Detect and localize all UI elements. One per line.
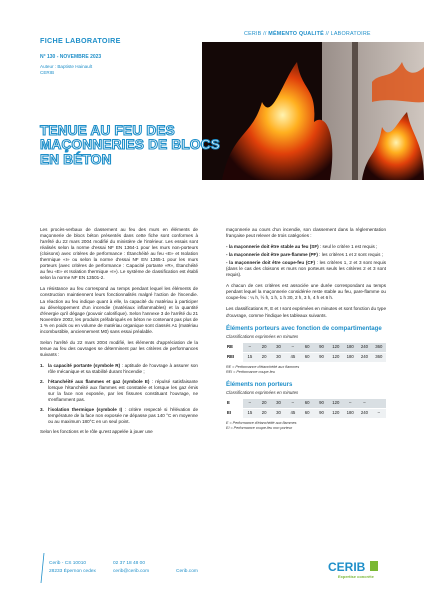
top-tag	[244, 31, 371, 37]
table-cell: 60	[300, 399, 314, 409]
paragraph-continue: Selon les fonctions et le rôle qu'est appelée à jouer une	[40, 429, 153, 435]
table-non-porteurs	[226, 399, 386, 419]
table-cell: 240	[357, 352, 371, 362]
category-item	[226, 244, 386, 250]
item-number: 3.	[40, 407, 44, 413]
table-note	[226, 365, 386, 375]
table-cell: E	[226, 399, 243, 409]
table-cell: –	[357, 399, 371, 409]
note-line: RE = Performance d'étanchéité aux flammes	[226, 364, 300, 369]
category-text: : les critères 1, 2 et 3 sont requis (dans le cas des cloisons et murs non porteurs seuls les critères 2 et 3 sont requis).	[226, 260, 386, 278]
item-body	[48, 407, 198, 425]
category-list	[226, 244, 386, 278]
table-cell: –	[286, 399, 300, 409]
table-cell: 60	[300, 343, 314, 353]
paragraph-durations: A chacun de ces critères est associée une durée correspondant au temps pendant lequel la maçonnerie considérée reste stable au feu, pare-flamme ou coupe-feu : ¼ h, ½ h, 1 h, 1 h 30, 2 h, 3 h, 4 h et 6 h.	[226, 283, 386, 301]
item-bold: la capacité portante (symbole R)	[48, 362, 121, 368]
footer-email[interactable]: cerib@cerib.com	[113, 569, 150, 574]
cerib-logo	[324, 557, 384, 581]
table-cell: 120	[329, 408, 343, 418]
table-row	[226, 343, 386, 353]
table-cell: 120	[329, 399, 343, 409]
item-bold: l'isolation thermique (symbole I)	[48, 407, 123, 413]
fiche-number: N° 130 - NOVEMBRE 2023	[40, 54, 102, 60]
table-cell: 90	[314, 399, 328, 409]
table-cell: 15	[243, 352, 257, 362]
page-title	[40, 124, 220, 167]
column-left	[40, 227, 198, 440]
note-line: EI = Performance coupe-feu non porteur	[226, 425, 293, 430]
table-note	[226, 421, 386, 431]
header-left	[40, 36, 190, 76]
logo-text: CERIB	[328, 560, 366, 574]
item-bold: l'étanchéité aux flammes et gaz (symbole E)	[48, 379, 150, 385]
table-cell: 15	[243, 408, 257, 418]
footer-website[interactable]: Cerib.com	[176, 569, 198, 574]
hero-fire-image	[202, 42, 424, 180]
section-title-porteurs: Éléments porteurs avec fonction de compartimentage	[226, 324, 382, 332]
table-cell: EI	[226, 408, 243, 418]
category-item	[226, 260, 386, 278]
note-line: REI = Performance coupe-feu	[226, 369, 275, 374]
criteria-item	[40, 379, 198, 403]
category-item	[226, 252, 386, 258]
table-cell: 30	[271, 399, 285, 409]
top-tag-prefix: CERIB //	[244, 31, 269, 37]
table-cell: 45	[286, 408, 300, 418]
table-cell: 20	[257, 343, 271, 353]
paragraph-categories: maçonnerie au cours d'un incendie, son classement dans la réglementation française peut relever de trois catégories :	[226, 227, 386, 239]
category-text: : seul le critère 1 est requis ;	[318, 244, 378, 250]
criteria-item	[40, 363, 198, 375]
table-cell: 120	[329, 352, 343, 362]
top-tag-bold: MÉMENTO QUALITÉ	[268, 31, 324, 37]
table-cell: –	[372, 408, 386, 418]
table-cell: RE	[226, 343, 243, 353]
table-cell: 180	[343, 408, 357, 418]
paragraph-intro: Les procès-verbaux de classement au feu des murs en éléments de maçonnerie de blocs béton présentés dans cette fiche sont conformes à l'arrêté du 22 mars 2004 modifié du ministère de l'intérieur. Les essais sont réalisés selon la norme d'essai NF EN 1364-1 pour les murs non-porteurs (cloisons) avec critères de performance : Étanchéité au feu «E» et Isolation thermique «I» ou selon la norme d'essai NF EN 1365-1 pour les murs porteurs (avec critères de performance : Capacité portante «R», Étanchéité au feu «E» et Isolation thermique «I»). Le système de classification est établi selon la norme NF EN 13501-2.	[40, 227, 198, 281]
table-row	[226, 352, 386, 362]
section-title-non-porteurs: Éléments non porteurs	[226, 380, 293, 388]
item-body	[48, 379, 198, 403]
table-cell: 20	[257, 399, 271, 409]
item-text: : répulsé satisfaisante lorsque l'étanchéité aux flammes est constatée et lorsque les gaz émis sur la face non exposée, par les fissures constituant l'ouvrage, ne s'enflamment pas.	[48, 379, 198, 403]
table-cell: 90	[314, 408, 328, 418]
author-org: CERIB	[40, 70, 55, 75]
title-line-2: MAÇONNERIES DE BLOCS	[40, 137, 220, 153]
table-cell: –	[243, 343, 257, 353]
note-line: E = Performance d'étanchéité aux flammes	[226, 420, 297, 425]
item-number: 2.	[40, 379, 44, 385]
table-cell: 240	[357, 408, 371, 418]
category-text: : les critères 1 et 2 sont requis ;	[317, 252, 384, 258]
criteria-item	[40, 407, 198, 425]
table-cell: 30	[271, 408, 285, 418]
category-bold: - la maçonnerie doit être stable au feu (SF)	[226, 244, 319, 250]
section-subtitle-porteurs: Classifications exprimées en minutes	[226, 333, 299, 339]
item-text: : critère respecté si l'élévation de température de la face non exposée ne dépasse pas 140 °C en moyenne ou au maximum 180°C en un seul point.	[48, 407, 199, 425]
column-right	[226, 227, 386, 431]
item-text: : aptitude de l'ouvrage à assurer son rôle mécanique et sa stabilité durant l'incendie ;	[48, 362, 198, 374]
footer-phone[interactable]: 02 37 18 48 00	[113, 561, 146, 566]
table-cell: 20	[257, 352, 271, 362]
decorative-slashes-icon	[40, 553, 45, 583]
table-cell: REI	[226, 352, 243, 362]
table-cell: 30	[271, 343, 285, 353]
table-cell: 240	[357, 343, 371, 353]
paragraph-resistance: La résistance au feu correspond au temps pendant lequel les éléments de construction maintiennent leurs fonctionnalités malgré l'action de l'incendie. La réaction au feu indique quant à elle, la capacité du matériau à participer au développement d'un incendie (matériaux inflammables) et la quantité d'énergie qu'il dégage (pouvoir calorifique). Selon l'annexe 3 de l'arrêté du 21 Novembre 2002, les produits préfabriqués en béton ne contenant pas plus de 1 % en poids ou en volume de matériau organique sont classés A1 (matériau incombustible, anciennement M0) sans essai préalable.	[40, 286, 198, 334]
table-cell: –	[286, 343, 300, 353]
table-row	[226, 408, 386, 418]
title-line-3: EN BÉTON	[40, 151, 112, 167]
category-bold: - la maçonnerie doit être pare-flamme (PF)	[226, 252, 318, 258]
section-subtitle-non-porteurs: Classifications exprimées en minutes	[226, 389, 299, 395]
fiche-title: FICHE LABORATOIRE	[40, 36, 121, 45]
fire-photo-svg	[202, 42, 424, 180]
footer-address-2: 28233 Épernon cedex	[49, 569, 96, 574]
table-cell: 45	[286, 352, 300, 362]
author	[40, 64, 190, 76]
logo-tagline: Expertise concrète	[338, 574, 374, 579]
table-cell: 90	[314, 352, 328, 362]
paragraph-classifications: Les classifications R, E et I sont exprimées en minutes et sont fonction du type d'ouvrage, comme l'indique les tableaux suivants.	[226, 306, 386, 318]
table-cell	[372, 399, 386, 409]
table-cell: 360	[372, 352, 386, 362]
paragraph-criteria: Selon l'arrêté du 22 mars 2004 modifié, les éléments d'appréciation de la tenue au feu des ouvrages se déterminent par les critères de performances suivants :	[40, 339, 198, 357]
table-cell: 60	[300, 352, 314, 362]
item-number: 1.	[40, 362, 44, 368]
table-cell: 180	[343, 352, 357, 362]
table-cell: 180	[343, 343, 357, 353]
table-row	[226, 399, 386, 409]
criteria-list	[40, 363, 198, 425]
item-body	[48, 363, 198, 375]
footer-address-1: Cerib - CS 10010	[49, 561, 87, 566]
author-line: Auteur : Baptiste Hainault	[40, 64, 93, 69]
table-cell: 120	[329, 343, 343, 353]
table-cell: –	[243, 399, 257, 409]
table-cell: 60	[300, 408, 314, 418]
table-cell: –	[343, 399, 357, 409]
table-cell: 30	[271, 352, 285, 362]
category-bold: - la maçonnerie doit être coupe-feu (CF)	[226, 260, 315, 266]
top-tag-suffix: // LABORATOIRE	[323, 31, 371, 37]
table-cell: 20	[257, 408, 271, 418]
table-cell: 90	[314, 343, 328, 353]
table-cell: 360	[372, 343, 386, 353]
title-line-1: TENUE AU FEU DES	[40, 123, 175, 138]
table-porteurs	[226, 343, 386, 363]
